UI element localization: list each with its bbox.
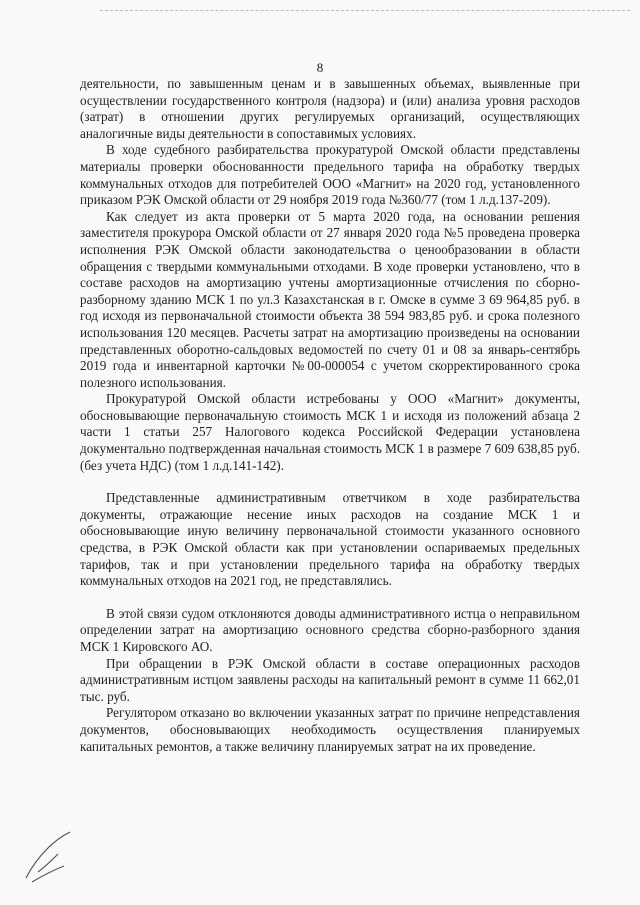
- paragraph-7: При обращении в РЭК Омской области в составе операционных расходов административным истцом заявлены расходы на капитальный ремонт в сумме 11 662,01 тыс. руб.: [80, 655, 580, 704]
- paragraph-6: В этой связи судом отклоняются доводы административного истца о неправильном определении затрат на амортизацию основного средства сборно-разборного здания МСК 1 Кировского АО.: [80, 605, 580, 654]
- document-body: [80, 76, 580, 755]
- page-number: 8: [316, 60, 324, 75]
- paragraph-8: Регулятором отказано во включении указанных затрат по причине непредставления документов, обосновывающих необходимость осуществления планируемых капитальных ремонтов, а также величину планируемых затрат на их проведение.: [80, 705, 580, 754]
- paragraph-1: деятельности, по завышенным ценам и в завышенных объемах, выявленные при осуществлении государственного контроля (надзора) и (или) анализа уровня расходов (затрат) в отношении других регулируемых организаций, осуществляющих аналогичные виды деятельности в сопоставимых условиях.: [80, 76, 580, 141]
- paragraph-5: Представленные административным ответчиком в ходе разбирательства документы, отражающие несение иных расходов на создание МСК 1 и обосновывающие иную величину первоначальной стоимости указанного основного средства, в РЭК Омской области как при установлении оспариваемых предельных тарифов, так и при установлении предельного тарифа на обработку твердых коммунальных отходов на 2021 год, не представлялись.: [80, 490, 580, 589]
- signature-mark: [18, 826, 88, 886]
- paragraph-3: Как следует из акта проверки от 5 марта 2020 года, на основании решения заместителя прокурора Омской области от 27 января 2020 года №5 проведена проверка исполнения РЭК Омской области законодательства о ценообразовании в области обращения с твердыми коммунальными отходами. В ходе проверки установлено, что в составе расходов на амортизацию учтены амортизационные отчисления по сборно-разборному зданию МСК 1 по ул.3 Казахстанская в г. Омске в сумме 3 69 964,85 руб. в год исходя из первоначальной стоимости объекта 38 594 983,85 руб. и срока полезного использования 120 месяцев. Расчеты затрат на амортизацию произведены на основании представленных оборотно-сальдовых ведомостей по счету 01 и 08 за январь-сентябрь 2019 года и инвентарной карточки №00-000054 с учетом скорректированного срока полезного использования.: [80, 208, 580, 390]
- paragraph-4: Прокуратурой Омской области истребованы у ООО «Магнит» документы, обосновывающие первоначальную стоимость МСК 1 и исходя из положений абзаца 2 части 1 статьи 257 Налогового кодекса Российской Федерации установлена документально подтвержденная начальная стоимость МСК 1 в размере 7 609 638,85 руб. (без учета НДС) (том 1 л.д.141-142).: [80, 391, 580, 473]
- scan-top-edge: [100, 10, 630, 11]
- paragraph-2: В ходе судебного разбирательства прокуратурой Омской области представлены материалы проверки обоснованности предельного тарифа на обработку твердых коммунальных отходов для потребителей ООО «Магнит» на 2020 год, установленного приказом РЭК Омской области от 29 ноября 2019 года №360/77 (том 1 л.д.137-209).: [80, 142, 580, 208]
